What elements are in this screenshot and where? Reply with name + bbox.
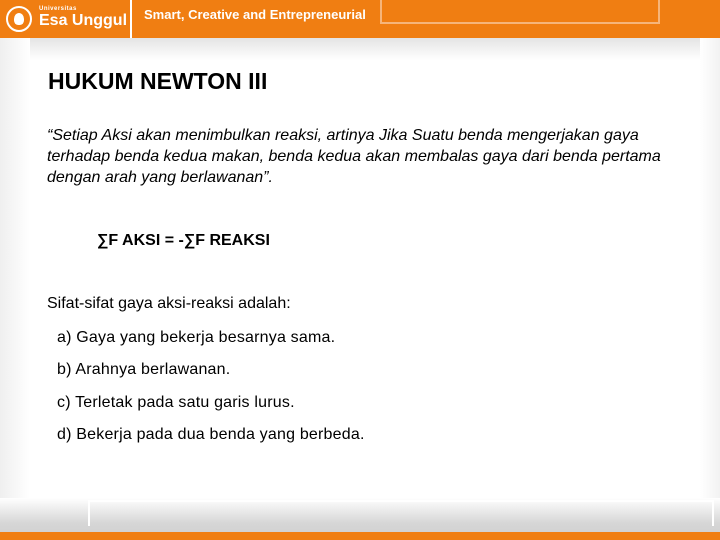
top-shadow bbox=[0, 38, 720, 60]
university-logo bbox=[6, 4, 130, 34]
logo-subtext: Universitas bbox=[39, 6, 77, 12]
property-item: a) Gaya yang bekerja besarnya sama. bbox=[57, 329, 336, 346]
formula: ∑F AKSI = -∑F REAKSI bbox=[97, 232, 270, 249]
definition-quote: “Setiap Aksi akan menimbulkan reaksi, artinya Jika Suatu benda mengerjakan gaya terhadap benda kedua makan, benda kedua akan membalas gaya dari benda pertama dengan arah yang berlawanan”. bbox=[47, 127, 661, 186]
footer-strip bbox=[0, 532, 720, 540]
header-decorative-frame bbox=[380, 0, 660, 24]
property-item: b) Arahnya berlawanan. bbox=[57, 361, 231, 378]
property-item: d) Bekerja pada dua benda yang berbeda. bbox=[57, 426, 365, 443]
footer-decorative-frame bbox=[88, 500, 714, 526]
tagline: Smart, Creative and Entrepreneurial bbox=[144, 7, 366, 22]
right-shadow bbox=[700, 38, 720, 498]
slide-title: HUKUM NEWTON III bbox=[48, 68, 268, 94]
logo-text: Esa Unggul bbox=[39, 12, 128, 29]
logo-emblem-icon bbox=[6, 6, 32, 32]
properties-heading: Sifat-sifat gaya aksi-reaksi adalah: bbox=[47, 295, 291, 312]
header-divider bbox=[130, 0, 132, 38]
header-bar bbox=[0, 0, 720, 38]
left-shadow bbox=[0, 38, 30, 498]
property-item: c) Terletak pada satu garis lurus. bbox=[57, 394, 295, 411]
